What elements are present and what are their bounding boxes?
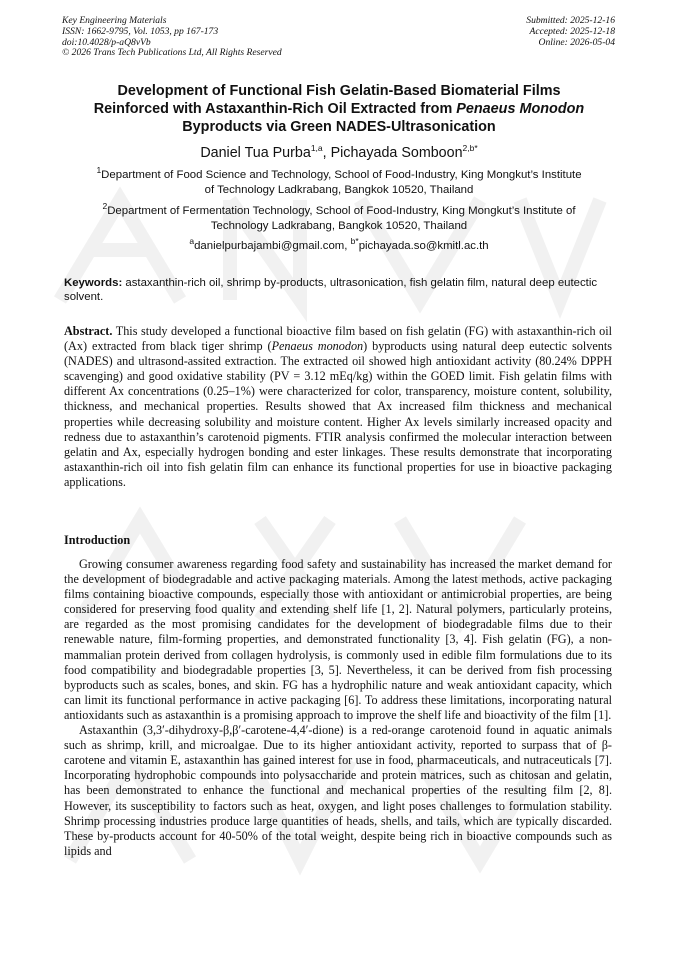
journal-issn: ISSN: 1662-9795, Vol. 1053, pp 167-173 — [62, 25, 219, 37]
title-line-1: Development of Functional Fish Gelatin-Based Biomaterial Films — [117, 83, 561, 99]
affiliation-1-text: Department of Food Science and Technology, School of Food-Industry, King Mongkut’s Institute — [101, 169, 582, 181]
affiliation-1-text-2: of Technology Ladkrabang, Bangkok 10520, Thailand — [204, 184, 474, 196]
keywords-label: Keywords: — [64, 277, 123, 289]
title-line-3: Byproducts via Green NADES-Ultrasonication — [182, 119, 496, 135]
author-list — [60, 145, 618, 161]
introduction-heading: Introduction — [64, 533, 131, 547]
affiliation-2 — [60, 201, 618, 234]
intro-paragraph-1: Growing consumer awareness regarding food safety and sustainability has increased the market demand for the development of biodegradable and active packaging materials. Among the latest methods, active packaging films containing bioactive compounds, especially those with antioxidant or antimicrobial properties, are being considered for preserving food quality and extending shelf life [1, 2]. Natural polymers, particularly proteins, are regarded as the most promising candidates for the development of biodegradable films due to their renewable nature, film-forming properties, and demonstrated functionality [3, 4]. Fish gelatin (FG), a non-mammalian protein derived from collagen hydrolysis, is commonly used in edible film formulations due to its food compatibility and biodegradable properties [3, 5]. Nevertheless, it can be derived from fish processing byproducts such as scales, bones, and skin. FG has a hydrophilic nature and weak antioxidant capacity, which can limit its functional performance in active packaging [6]. To address these limitations, incorporating natural antioxidants such as astaxanthin is a promising approach to improve the shelf life and bioactivity of the film [1]. — [64, 557, 612, 722]
affiliation-2-sup: 2 — [102, 201, 108, 212]
abstract-text-2: ) byproducts using natural deep eutectic solvents (NADES) and ultrasond-assited extraction. The extracted oil showed high antioxidant activity (80.24% DPPH scavenging) and good oxidative stability (PV = 3.12 mEq/kg) within the GOED limit. Fish gelatin films with different Ax concentrations (0.25–1%) were characterized for color, transparency, moisture content, solubility, thickness, and mechanical properties. Results showed that Ax increased film thickness and mechanical properties while decreasing solubility and moisture content. Higher Ax levels similarly increased opacity and redness due to astaxanthin’s carotenoid pigments. FTIR analysis confirmed the molecular interaction between gelatin and Ax, especially hydrogen bonding and ester linkages. These results demonstrate that incorporating astaxanthin-rich oil into fish gelatin film can enhance its functional properties for use in bioactive packaging applications. — [64, 339, 613, 489]
abstract — [64, 324, 612, 490]
journal-info — [62, 16, 282, 59]
author-emails — [60, 236, 618, 254]
email-b-sup: b* — [350, 236, 359, 247]
author-2-sup: 2,b* — [462, 143, 478, 154]
affiliation-2-text: Department of Fermentation Technology, School of Food-Industry, King Mongkut’s Institute of — [107, 205, 576, 217]
intro-paragraph-2: Astaxanthin (3,3′-dihydroxy-β,β′-carotene-4,4′-dione) is a red-orange carotenoid found in aquatic animals such as shrimp, krill, and microalgae. Due to its higher antioxidant activity, reported to surpass that of β-carotene and vitamin E, astaxanthin has gained interest for use in food, pharmaceuticals, and nutraceuticals [7]. Incorporating hydrophobic compounds into polysaccharide and protein matrices, such as chitosan and gelatin, has been demonstrated to enhance the functional and mechanical properties of the resulting film [2, 8]. However, its susceptibility to factors such as heat, oxygen, and light poses challenges to formulation stability. Shrimp processing industries produce large quantities of heads, shells, and tails, which are typically discarded. These by-products account for 40-50% of the total weight, despite being rich in bioactive compounds such as lipids and — [64, 723, 612, 858]
keywords — [64, 276, 612, 304]
author-1-sup: 1,a — [310, 143, 323, 154]
affiliation-2-text-2: Technology Ladkrabang, Bangkok 10520, Thailand — [210, 220, 468, 232]
title-line-2-text: Reinforced with Astaxanthin-Rich Oil Extracted from — [93, 101, 457, 117]
article-dates — [526, 16, 615, 48]
email-b[interactable]: pichayada.so@kmitl.ac.th — [358, 240, 489, 252]
email-a[interactable]: danielpurbajambi@gmail.com, — [194, 240, 351, 252]
author-separator: , — [322, 145, 331, 161]
abstract-species: Penaeus monodon — [271, 339, 364, 354]
abstract-text-1: This study developed a functional bioactive film based on fish gelatin (FG) with astaxanthin-rich oil (Ax) extracted from black tiger shrimp ( — [64, 324, 612, 354]
email-a-sup: a — [189, 236, 195, 247]
title-species-name: Penaeus Monodon — [456, 101, 585, 117]
author-2-name: Pichayada Somboon — [330, 145, 463, 161]
copyright-notice: © 2026 Trans Tech Publications Ltd, All Rights Reserved — [62, 47, 282, 59]
accepted-date: Accepted: 2025-12-18 — [529, 25, 615, 37]
paper-title — [60, 82, 618, 136]
article-doi: doi:10.4028/p-aQ8vVb — [62, 36, 151, 48]
author-1-name: Daniel Tua Purba — [200, 145, 311, 161]
title-line-2 — [60, 100, 618, 118]
journal-name: Key Engineering Materials — [62, 15, 167, 26]
keywords-text: astaxanthin-rich oil, shrimp by-products, ultrasonication, fish gelatin film, natural deep eutectic solvent. — [64, 277, 598, 303]
introduction-body — [64, 557, 612, 859]
affiliation-1-sup: 1 — [96, 165, 102, 176]
online-date: Online: 2026-05-04 — [538, 36, 615, 48]
submitted-date: Submitted: 2025-12-16 — [526, 15, 615, 26]
abstract-label: Abstract. — [64, 324, 113, 338]
affiliation-1 — [60, 165, 618, 198]
